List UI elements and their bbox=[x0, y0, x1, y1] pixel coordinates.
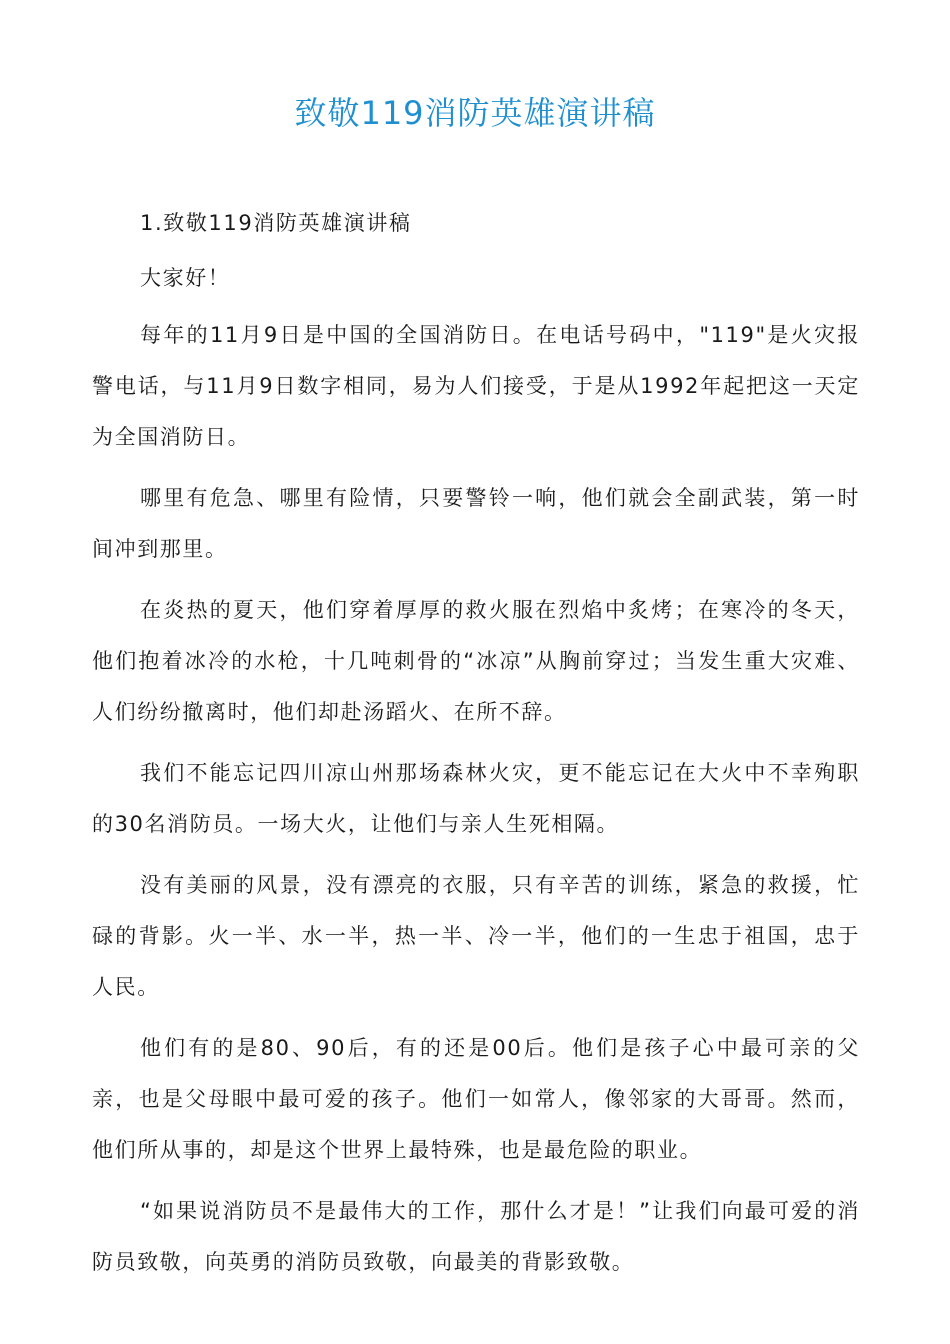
paragraph-3: 在炎热的夏天，他们穿着厚厚的救火服在烈焰中炙烤；在寒冷的冬天，他们抱着冰冷的水枪，十几吨刺骨的“冰凉”从胸前穿过；当发生重大灾难、人们纷纷撤离时，他们却赴汤蹈火、在所不辞。 bbox=[92, 598, 860, 724]
document-title: 致敬119消防英雄演讲稿 bbox=[294, 94, 656, 132]
paragraph-2: 哪里有危急、哪里有险情，只要警铃一响，他们就会全副武装，第一时间冲到那里。 bbox=[92, 486, 860, 561]
paragraph-6: 他们有的是80、90后，有的还是00后。他们是孩子心中最可亲的父亲，也是父母眼中最可爱的孩子。他们一如常人，像邻家的大哥哥。然而，他们所从事的，却是这个世界上最特殊，也是最危险的职业。 bbox=[92, 1036, 860, 1162]
greeting-text: 大家好！ bbox=[140, 266, 231, 290]
paragraph-7: “如果说消防员不是最伟大的工作，那什么才是！”让我们向最可爱的消防员致敬，向英勇的消防员致敬，向最美的背影致敬。 bbox=[92, 1199, 860, 1274]
paragraph-5: 没有美丽的风景，没有漂亮的衣服，只有辛苦的训练，紧急的救援，忙碌的背影。火一半、水一半，热一半、冷一半，他们的一生忠于祖国，忠于人民。 bbox=[92, 873, 860, 999]
paragraph-4: 我们不能忘记四川凉山州那场森林火灾，更不能忘记在大火中不幸殉职的30名消防员。一场大火，让他们与亲人生死相隔。 bbox=[92, 761, 860, 836]
section-heading: 1.致敬119消防英雄演讲稿 bbox=[140, 211, 412, 235]
paragraph-1: 每年的11月9日是中国的全国消防日。在电话号码中，"119"是火灾报警电话，与11月9日数字相同，易为人们接受，于是从1992年起把这一天定为全国消防日。 bbox=[92, 323, 860, 449]
document-body bbox=[92, 198, 860, 1298]
